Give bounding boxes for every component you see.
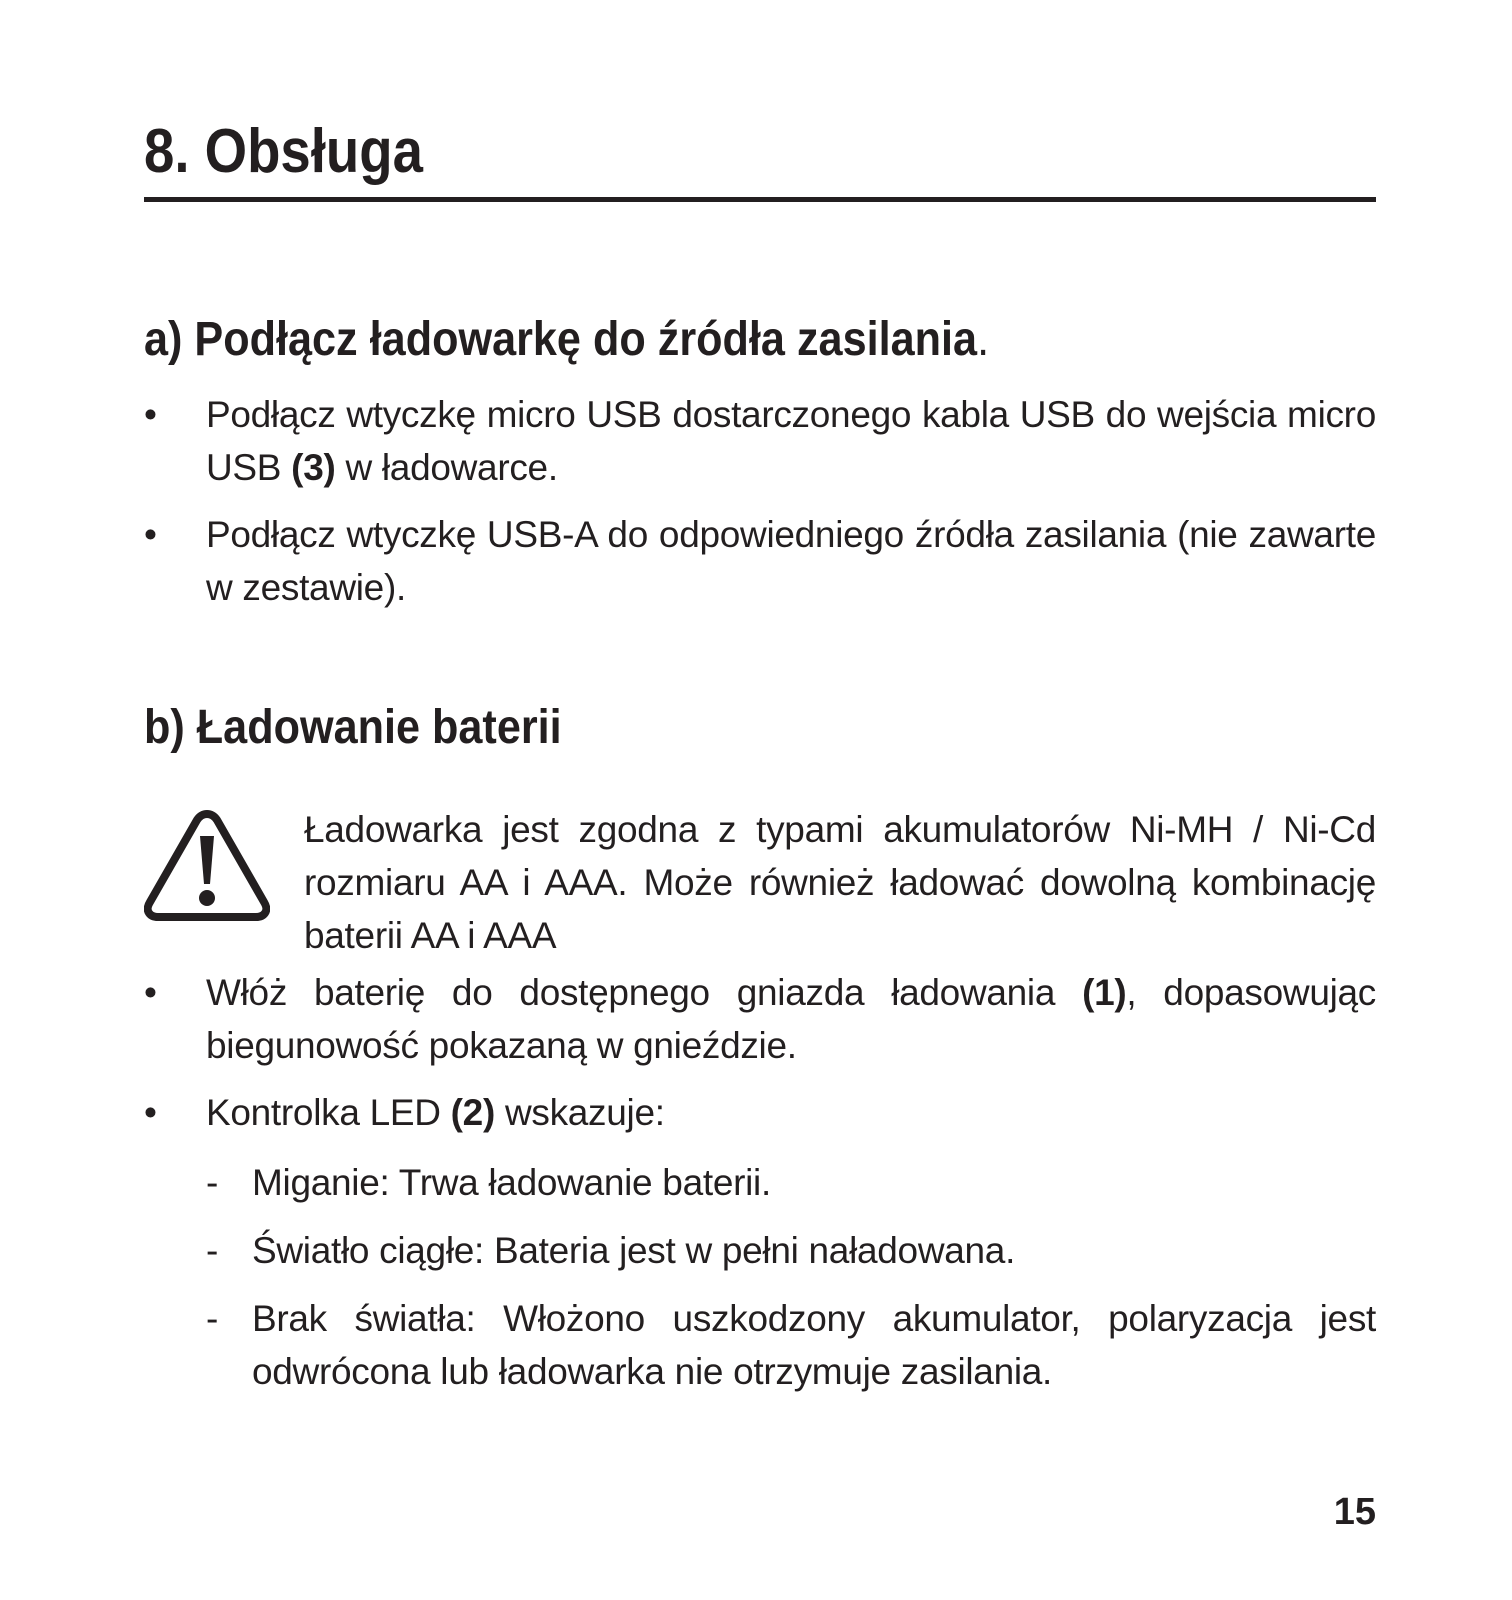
bullet-marker: • (144, 394, 157, 435)
title-divider (144, 197, 1376, 202)
list-item-text (206, 388, 1376, 494)
list-item-text: Podłącz wtyczkę USB-A do odpowiedniego źródła zasilania (nie zawarte w zestawie). (206, 514, 1376, 608)
page-number: 15 (1333, 1491, 1376, 1533)
led-state-text: Miganie: Trwa ładowanie baterii. (252, 1162, 771, 1203)
section-b-heading: b) Ładowanie baterii (144, 701, 562, 754)
list-item-text-part: Kontrolka LED (206, 1092, 451, 1133)
list-item-text (206, 966, 1376, 1072)
list-item-text (206, 1086, 1376, 1139)
list-item-text-part: wskazuje: (494, 1092, 665, 1133)
bullet-marker: • (144, 1092, 157, 1133)
reference-number: (2) (450, 1092, 495, 1133)
warning-triangle-icon (144, 806, 270, 922)
dash-marker: - (206, 1230, 219, 1271)
reference-number: (1) (1082, 972, 1127, 1013)
section-a-heading-text: a) Podłącz ładowarkę do źródła zasilania (144, 313, 978, 366)
section-a-heading (144, 312, 989, 368)
warning-text: Ładowarka jest zgodna z typami akumulatorów Ni-MH / Ni-Cd rozmiaru AA i AAA. Może również ładować dowolną kombinację baterii AA i AAA (304, 809, 1376, 956)
bullet-marker: • (144, 514, 157, 555)
section-a-heading-dot: . (977, 313, 990, 366)
led-state-text: Światło ciągłe: Bateria jest w pełni naładowana. (252, 1230, 1016, 1271)
list-item-text-part: , dopasowując biegunowość pokazaną w gnieździe. (206, 972, 1376, 1066)
list-item-text-part: Włóż baterię do dostępnego gniazda ładowania (206, 972, 1083, 1013)
dash-marker: - (206, 1298, 219, 1339)
bullet-marker: • (144, 972, 157, 1013)
page-title: 8. Obsługa (144, 117, 423, 186)
manual-page (144, 0, 1376, 1600)
list-item-text-part: w ładowarce. (335, 447, 558, 488)
list-item-text-part: Podłącz wtyczkę micro USB dostarczonego kabla USB do wejścia micro USB (206, 394, 1376, 488)
led-state-text: Brak światła: Włożono uszkodzony akumulator, polaryzacja jest odwrócona lub ładowarka nie otrzymuje zasilania. (252, 1298, 1376, 1392)
dash-marker: - (206, 1162, 219, 1203)
reference-number: (3) (291, 447, 336, 488)
